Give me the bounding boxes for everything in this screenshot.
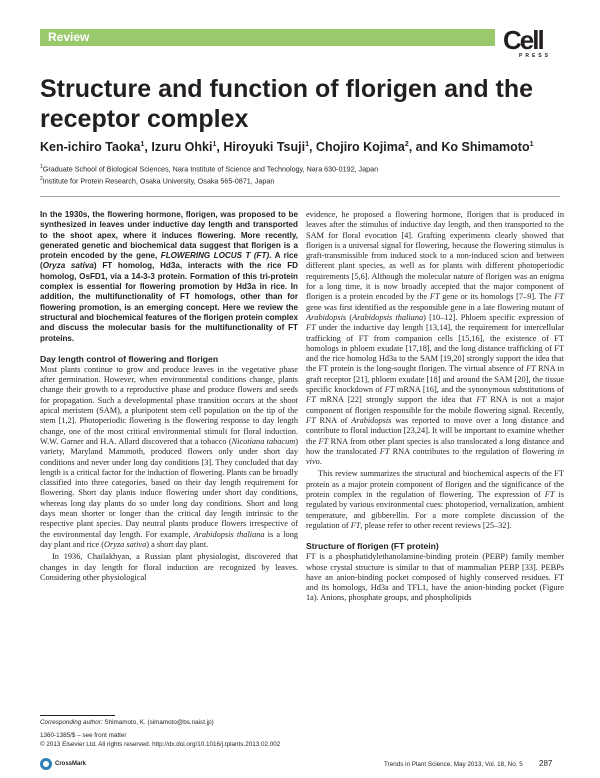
affiliation-2 — [40, 176, 560, 185]
right-paragraph-2: This review summarizes the structural and biochemical aspects of the FT protein as a major protein component of florigen and the significance of the protein complex in the regulation of flowering. The expression of FT is regulated by various environmental cues: photoperiod, vernalization, ambient temperature, and gibberellin. For a more complete discussion of the regulation of FT, please refer to other recent reviews [25–32]. — [306, 469, 564, 530]
correspondence-label: Corresponding author: — [40, 719, 103, 726]
affiliation-1-sup: 1 — [40, 164, 43, 170]
author-affiliation-sup: 1 — [305, 140, 309, 148]
footnote-divider — [40, 715, 115, 716]
abstract-text: In the 1930s, the flowering hormone, florigen, was proposed to be synthesized in leaves under inductive day length and transported to the shoot apex, where it induces flowering. More recently, generated genetic and biochemical data suggest that florigen is a protein encoded by the gene, FLOWERING LOCUS T (FT). A rice (Oryza sativa) FT homolog, Hd3a, interacts with the rice FD homolog, OsFD1, via a 14-3-3 protein. Formation of this tri-protein complex is essential for flowering promotion by Hd3a in rice. In addition, the multifunctionality of FT homologs, other than for flowering promotion, is an emerging concept. Here we review the structural and biochemical features of the florigen protein complex and discuss the molecular basis for the multifunctionality of FT proteins. — [40, 210, 299, 343]
author-name: Izuru Ohki — [151, 140, 213, 154]
correspondence-email[interactable]: (simamoto@bs.naist.jp) — [147, 719, 214, 726]
crossmark-badge[interactable] — [40, 758, 86, 770]
affiliation-1 — [40, 164, 560, 173]
author-affiliation-sup: 1 — [140, 140, 145, 148]
section1-paragraph-1: Most plants continue to grow and produce leaves in the vegetative phase after germination. However, when environmental conditions change, plants change their growth to a reproductive phase and produce flowers and seeds for propagation. Such a developmental phase transition occurs at the shoot apical meristem (SAM), a pluripotent stem cell population on the tip of the stem [1,2]. Photoperiodic flowering is the flowering response to day length change, one of the most critical environmental stimuli for floral induction. W.W. Garner and H.A. Allard discovered that a tobacco (Nicotiana tabacum) variety, Maryland Mammoth, produced flowers only under short day conditions and never under long day conditions [3]. They concluded that day length is a critical factor for the induction of flowering. Plants can be broadly classified into three categories, based on their day length requirement for flowering. Short day plants induce flowering under short day conditions, whereas long day plants do so under long day conditions. Short and long days mean shorter or longer than the critical day length intrinsic to the respective plant species. Day neutral plants produce flowers irrespective of the environmental day length. For example, Arabidopsis thaliana is a long day plant and rice (Oryza sativa) a short day plant. — [40, 364, 299, 549]
doi-link[interactable]: http://dx.doi.org/10.1016/j.tplants.2013.02.002 — [152, 741, 281, 748]
affiliation-2-sup: 2 — [40, 176, 43, 182]
left-column — [40, 210, 298, 583]
crossmark-label: CrossMark — [55, 761, 87, 767]
right-paragraph-3: FT is a phosphatidylethanolamine-binding protein (PEBP) family member whose crystal structure is similar to that of mammalian PEBP [33]. PEBPs have an anion-binding pocket composed of highly conserved residues. FT and its homologs, Hd3a and TFL1, have the anion-binding pocket (Figure 1a). Anions, phosphate groups, and phospholipids — [306, 552, 564, 603]
page-number: 287 — [539, 759, 553, 768]
author-affiliation-sup: 1 — [212, 140, 217, 148]
correspondence-note — [40, 719, 214, 726]
right-column — [306, 210, 564, 604]
author-list: Ken-ichiro Taoka$^1$, Izuru Ohki$^1$, Hiroyuki Tsuji$^1$, Chojiro Kojima$^2$, and Ko Shimamoto$^1$ — [40, 140, 534, 154]
article-title: Structure and function of florigen and the receptor complex — [40, 75, 534, 133]
cell-press-logo — [503, 27, 559, 61]
copyright-doi-note — [40, 741, 280, 748]
author-name: Chojiro Kojima — [315, 140, 405, 154]
author-name: Ken-ichiro Taoka — [40, 140, 141, 154]
copyright-text: © 2013 Elsevier Ltd. All rights reserved. — [40, 741, 151, 748]
review-section-bar — [40, 29, 495, 46]
review-section-label: Review — [48, 30, 90, 44]
header-divider — [40, 196, 560, 197]
affiliation-2-text: Institute for Protein Research, Osaka University, Osaka 565-0871, Japan — [42, 176, 275, 186]
logo-main-text: Cell — [503, 25, 543, 55]
affiliation-1-text: Graduate School of Biological Sciences, Nara Institute of Science and Technology, Nara 630-0192, Japan — [42, 164, 379, 174]
author-name: Ko Shimamoto — [441, 140, 530, 154]
author-affiliation-sup: 2 — [404, 140, 409, 148]
section1-paragraph-2: In 1936, Chailakhyan, a Russian plant physiologist, discovered that changes in day length for floral induction are recognized by leaves. Considering other physiological — [40, 552, 298, 582]
section-heading-structure: Structure of florigen (FT protein) — [306, 541, 439, 552]
logo-sub-text: PRESS — [519, 53, 551, 59]
author-affiliation-sup: 1 — [529, 140, 534, 148]
crossmark-icon — [40, 758, 52, 770]
right-paragraph-1: evidence, he proposed a flowering hormone, florigen that is produced in leaves after the stimulus of inductive day length, and then transported to the SAM for floral evocation [4]. Grafting experiments clearly showed that florigen is a universal signal for flowering, because the flowering stimulus is graft-transmissible from induced stock to a non-induced scion and between different plant species, as well as for plants with different photoperiodic requirements [5,6]. Although the molecular nature of florigen was an enigma for a long time, it is now broadly accepted that the major component of florigen is a protein encoded by the FT gene or its homologs [7–9]. The FT gene was first identified as the responsible gene in a late flowering mutant of Arabidopsis (Arabidopsis thaliana) [10–12]. Phloem specific expression of FT under the inductive day length [13,14], the requirement for intercellular trafficking of FT from companion cells [15,16], the existence of FT homologs in phloem exudate [17,18], and the long distance trafficking of FT and the rice homolog Hd3a to the SAM [19,20] strongly support the idea that the FT protein is the long-sought florigen. The virtual absence of FT RNA in graft receptor [21], phloem exudate [18] and around the SAM [20], the tissue specific knockdown of FT mRNA [16], and the synonymous substitutions of FT mRNA [22] strongly support the idea that FT RNA is not a major component of florigen responsible for the mobile flowering signal. Recently, FT RNA of Arabidopsis was reported to move over a long distance and contribute to floral induction [23,24]. It will be important to examine whether the FT RNA from other plant species is also translocated a long distance and how the translocated FT RNA contributes to the regulation of flowering in vivo. — [306, 210, 565, 467]
author-name: Hiroyuki Tsuji — [223, 140, 306, 154]
correspondence-name: Shimamoto, K. — [104, 719, 146, 726]
issn-note: 1360-1385/$ – see front matter — [40, 732, 127, 739]
journal-citation: Trends in Plant Science, May 2013, Vol. 18, No. 5 — [384, 761, 523, 768]
section-heading-day-length: Day length control of flowering and florigen — [40, 353, 219, 364]
